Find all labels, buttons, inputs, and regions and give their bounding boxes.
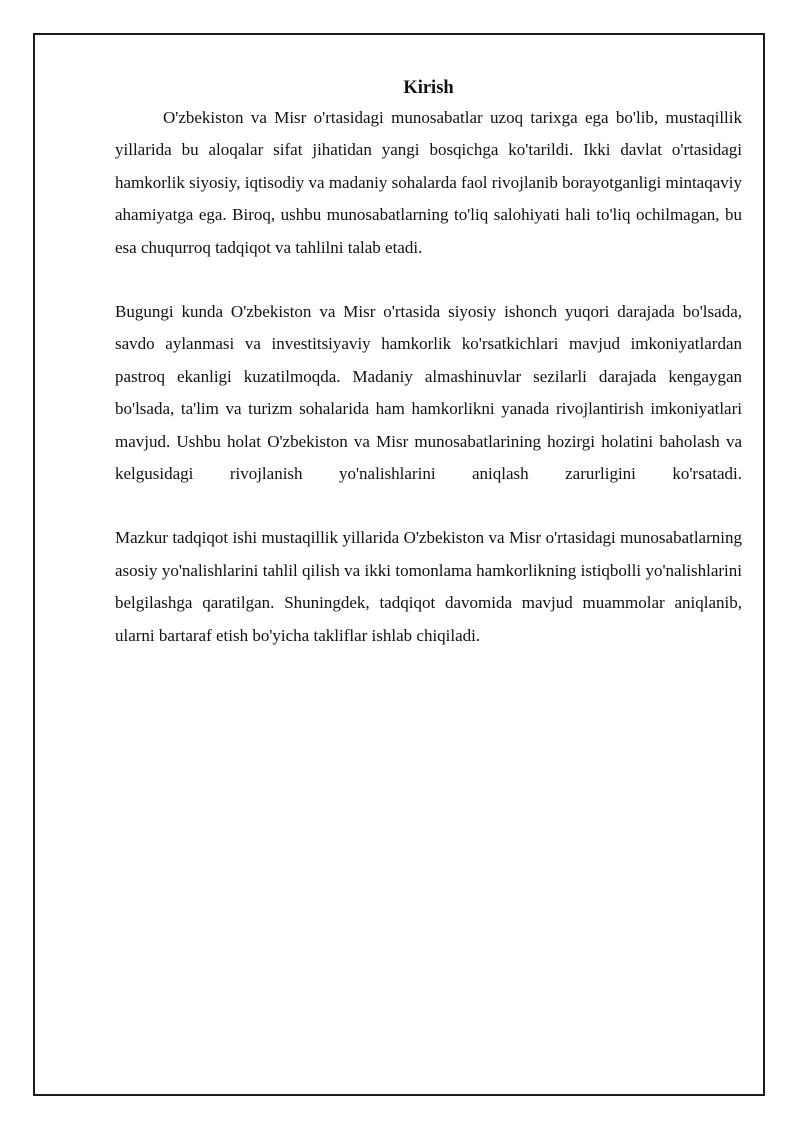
paragraph-3: Mazkur tadqiqot ishi mustaqillik yillarida O'zbekiston va Misr o'rtasidagi munosabatlarning asosiy yo'nalishlarini tahlil qilish va ikki tomonlama hamkorlikning istiqbolli yo'nalishlarini belgilashga qaratilgan. Shuningdek, tadqiqot davomida mavjud muammolar aniqlanib, ularni bartaraf etish bo'yicha takliflar ishlab chiqiladi. bbox=[115, 528, 742, 645]
paragraph-2: Bugungi kunda O'zbekiston va Misr o'rtasida siyosiy ishonch yuqori darajada bo'lsada, savdo aylanmasi va investitsiyaviy hamkorlik ko'rsatkichlari mavjud imkoniyatlardan pastroq ekanligi kuzatilmoqda. Madaniy almashinuvlar sezilarli darajada kengaygan bo'lsada, ta'lim va turizm sohalarida ham hamkorlikni yanada rivojlantirish imkoniyatlari mavjud. Ushbu holat O'zbekiston va Misr munosabatlarining hozirgi holatini baholash va kelgusidagi rivojlanish yo'nalishlarini aniqlash zarurligini ko'rsatadi. bbox=[115, 302, 742, 484]
paragraph-1: O'zbekiston va Misr o'rtasidagi munosabatlar uzoq tarixga ega bo'lib, mustaqillik yillarida bu aloqalar sifat jihatidan yangi bosqichga ko'tarildi. Ikki davlat o'rtasidagi hamkorlik siyosiy, iqtisodiy va madaniy sohalarda faol rivojlanib borayotganligi mintaqaviy ahamiyatga ega. Biroq, ushbu munosabatlarning to'liq salohiyati hali to'liq ochilmagan, bu esa chuqurroq tadqiqot va tahlilni talab etadi. bbox=[115, 108, 742, 257]
paragraph-gap bbox=[115, 490, 742, 522]
document-title: Kirish bbox=[403, 78, 454, 98]
document-body bbox=[115, 76, 742, 652]
paragraph-gap bbox=[115, 264, 742, 296]
